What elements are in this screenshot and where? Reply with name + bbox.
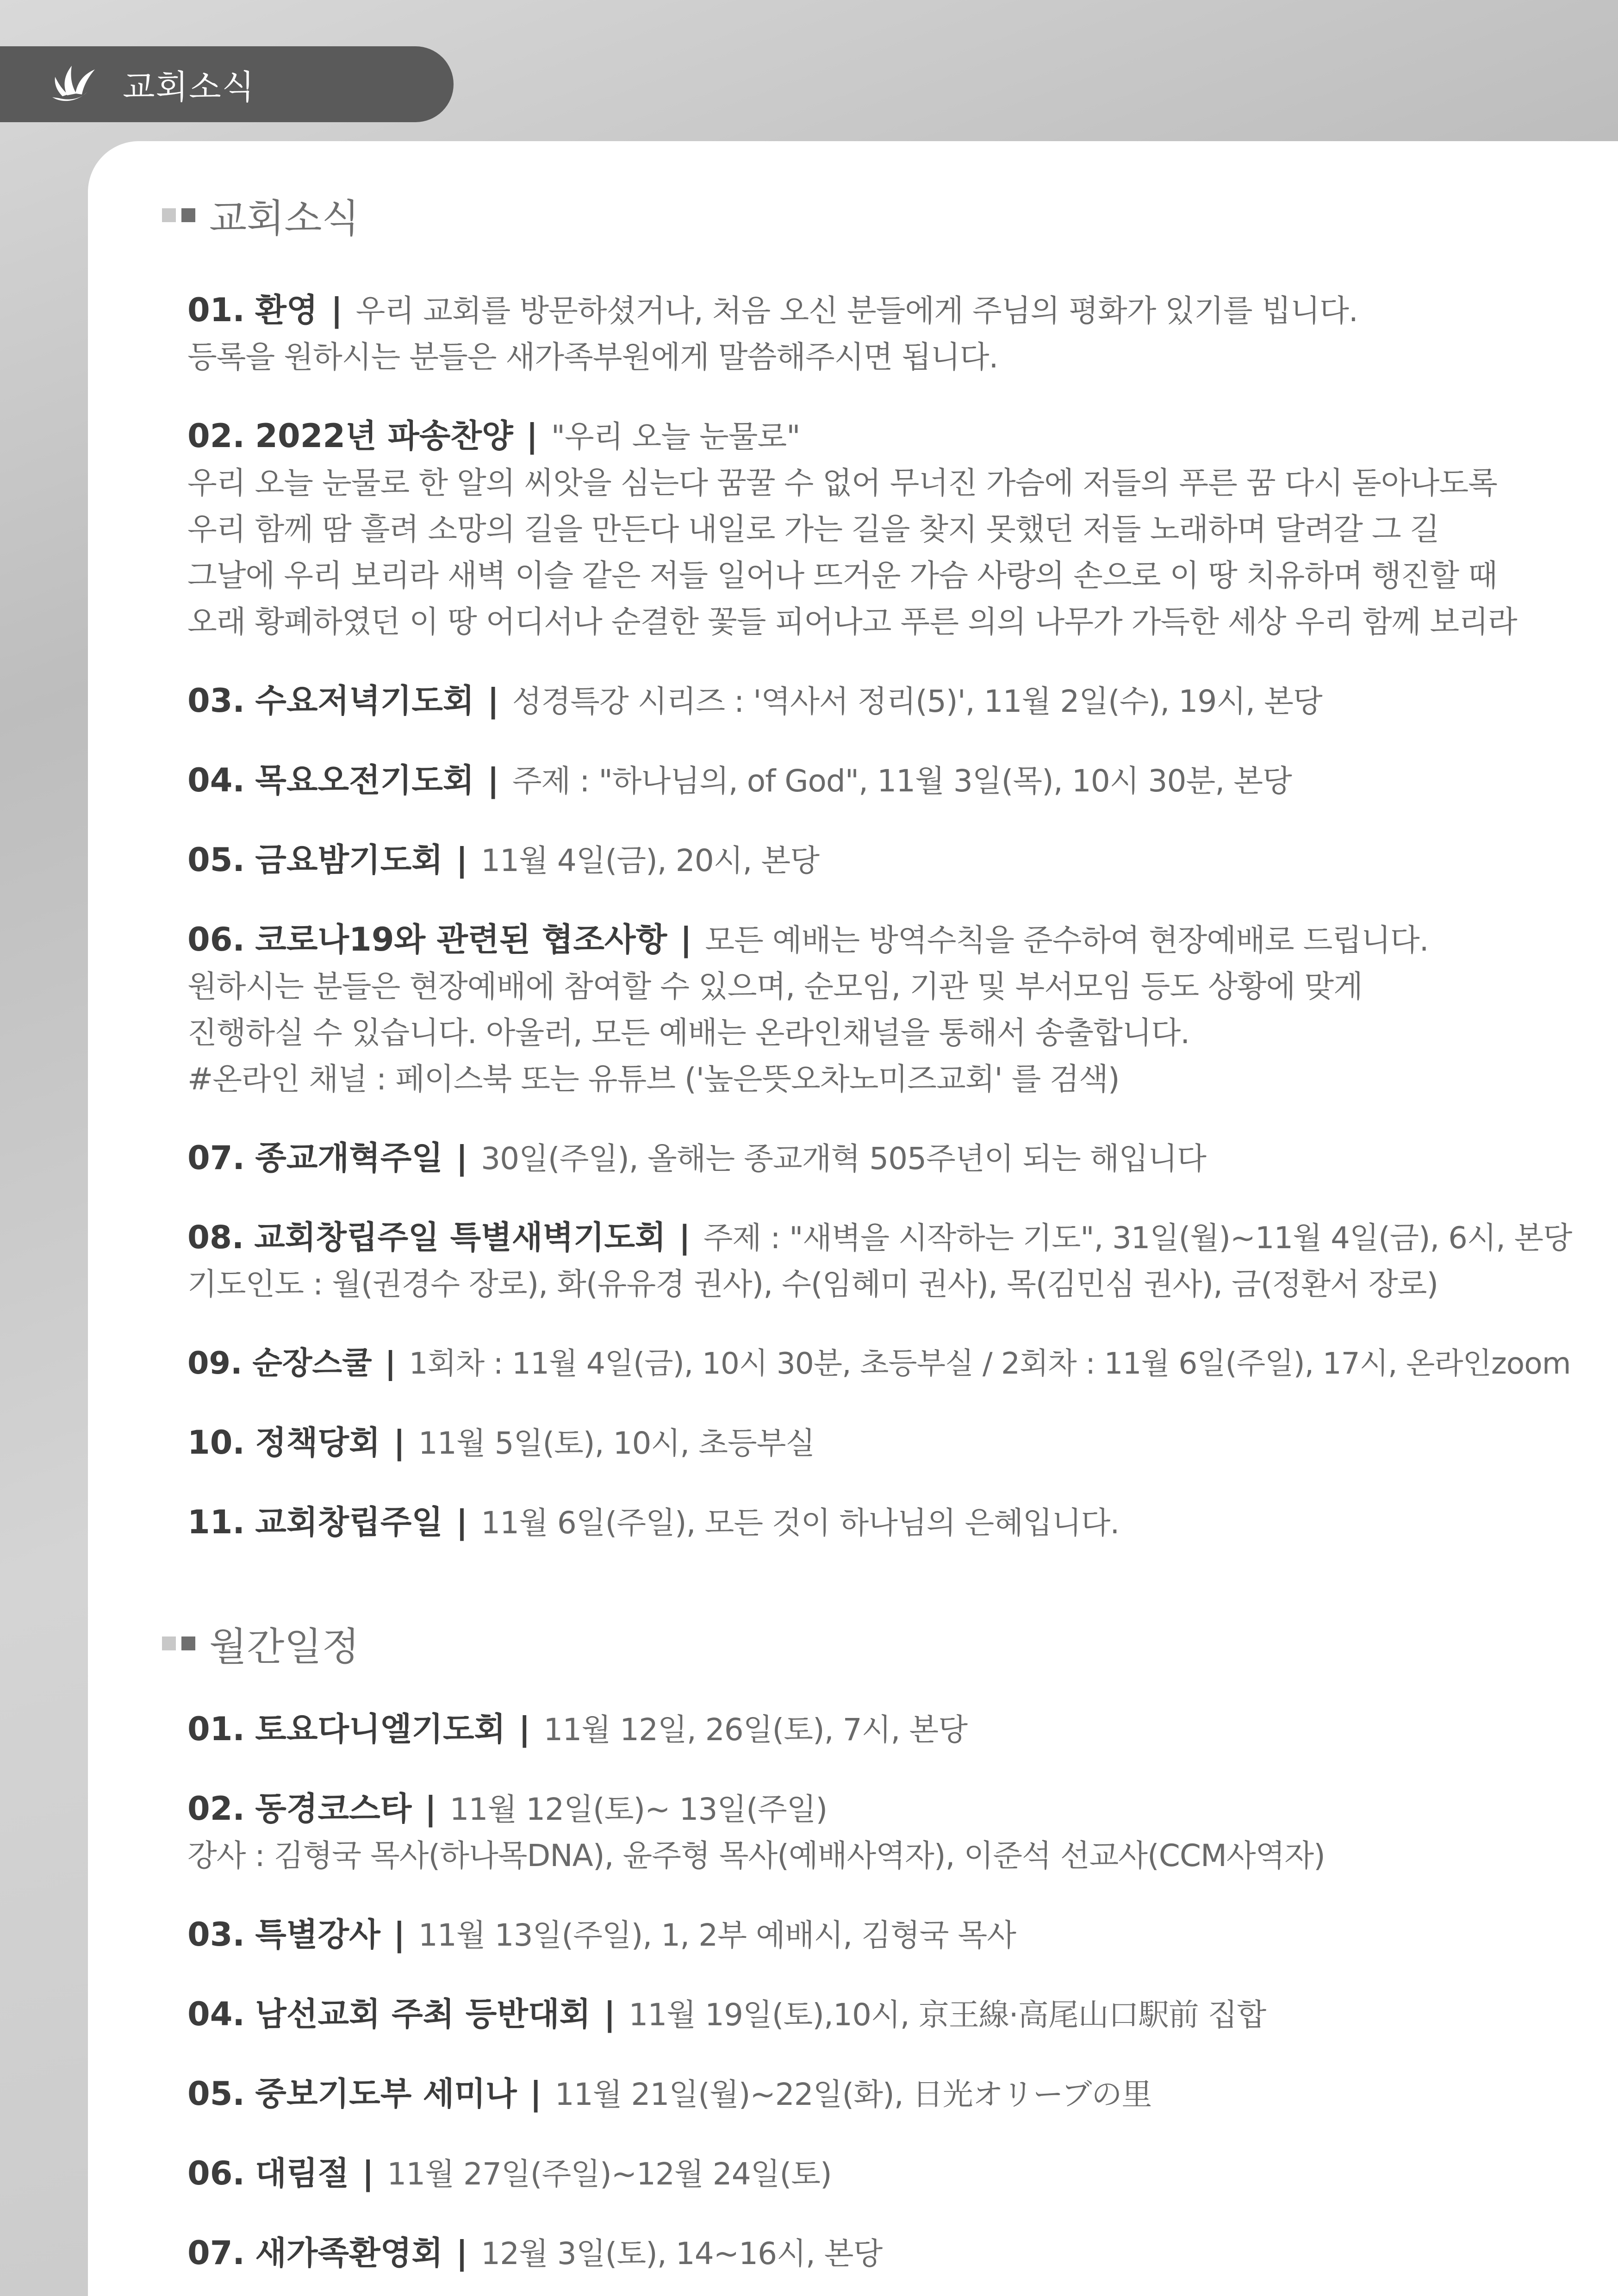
item-description: 성경특강 시리즈 : '역사서 정리(5)', 11월 2일(수), 19시, 본당 — [512, 684, 1322, 719]
item-description: 30일(주일), 올해는 종교개혁 505주년이 되는 해입니다 — [481, 1141, 1206, 1176]
list-item — [187, 1786, 1574, 1879]
item-head — [187, 2230, 1574, 2277]
item-detail-line: 우리 오늘 눈물로 한 알의 씨앗을 심는다 꿈꿀 수 없어 무너진 가슴에 저들의 푸른 꿈 다시 돋아나도록 — [187, 465, 1497, 501]
item-title: 교회창립주일 특별새벽기도회 — [254, 1219, 666, 1256]
list-item — [187, 1135, 1574, 1182]
item-title: 특별강사 — [255, 1916, 380, 1954]
item-detail-line: 등록을 원하시는 분들은 새가족부원에게 말씀해주시면 됩니다. — [187, 339, 998, 375]
section-heading-text: 교회소식 — [209, 195, 360, 241]
item-title: 2022년 파송찬양 — [255, 417, 513, 455]
item-title: 토요다니엘기도회 — [255, 1710, 506, 1748]
list-item — [187, 2071, 1574, 2118]
item-separator: | — [393, 1916, 405, 1954]
item-number: 04. — [187, 761, 245, 799]
item-detail-line: 우리 함께 땀 흘려 소망의 길을 만든다 내일로 가는 길을 찾지 못했던 저들 노래하며 달려갈 그 길 — [187, 511, 1439, 547]
item-head — [187, 287, 1574, 334]
content — [162, 187, 1574, 2277]
item-separator: | — [362, 2154, 374, 2192]
item-number: 07. — [187, 2234, 245, 2272]
list-item — [187, 1911, 1574, 1959]
list-item — [187, 1991, 1574, 2038]
list-item — [187, 2150, 1574, 2197]
item-description: "우리 오늘 눈물로" — [551, 419, 800, 454]
item-separator: | — [529, 2075, 542, 2113]
list-item — [187, 1419, 1574, 1467]
item-separator: | — [487, 682, 499, 720]
item-separator: | — [456, 841, 468, 879]
list-item — [187, 1214, 1574, 1307]
item-separator: | — [385, 1345, 396, 1381]
list-item — [187, 678, 1574, 725]
item-description: 주제 : "하나님의, of God", 11월 3일(목), 10시 30분, 본당 — [512, 763, 1292, 799]
item-description: 11월 13일(주일), 1, 2부 예배시, 김형국 목사 — [418, 1917, 1016, 1953]
item-number: 11. — [187, 1503, 245, 1541]
item-description: 11월 5일(토), 10시, 초등부실 — [418, 1425, 815, 1461]
section-church-news — [162, 187, 1574, 1546]
bullet-square-light-icon — [162, 1636, 176, 1650]
item-detail-line: 진행하실 수 있습니다. 아울러, 모든 예배는 온라인채널을 통해서 송출합니다. — [187, 1015, 1190, 1051]
list-item — [187, 1499, 1574, 1546]
item-number: 01. — [187, 1710, 245, 1748]
item-title: 환영 — [255, 291, 318, 329]
item-description: 11월 27일(주일)~12월 24일(토) — [387, 2156, 832, 2192]
item-list — [187, 287, 1574, 1546]
item-separator: | — [456, 1503, 468, 1541]
item-title: 동경코스타 — [255, 1790, 412, 1828]
item-detail-line: 강사 : 김형국 목사(하나목DNA), 윤주형 목사(예배사역자), 이준석 선교사(CCM사역자) — [187, 1838, 1325, 1873]
item-title: 금요밤기도회 — [255, 841, 443, 879]
item-separator: | — [456, 1139, 468, 1177]
item-separator: | — [424, 1790, 437, 1828]
item-description: 11월 12일, 26일(토), 7시, 본당 — [543, 1712, 967, 1748]
item-number: 03. — [187, 682, 245, 720]
item-head — [187, 2071, 1574, 2118]
item-number: 05. — [187, 841, 245, 879]
item-head — [187, 2150, 1574, 2197]
item-number: 06. — [187, 921, 245, 958]
item-description: 주제 : "새벽을 시작하는 기도", 31일(월)~11월 4일(금), 6시, 본당 — [703, 1220, 1572, 1256]
item-number: 08. — [187, 1219, 244, 1256]
section-heading-text: 월간일정 — [209, 1624, 360, 1669]
list-item — [187, 1706, 1574, 1753]
item-number: 07. — [187, 1139, 245, 1177]
item-separator: | — [604, 1995, 616, 2033]
item-detail-line: 원하시는 분들은 현장예배에 참여할 수 있으며, 순모임, 기관 및 부서모임 등도 상황에 맞게 — [187, 969, 1363, 1004]
item-description: 12월 3일(토), 14~16시, 본당 — [481, 2236, 883, 2271]
item-detail-line: #온라인 채널 : 페이스북 또는 유튜브 ('높은뜻오차노미즈교회' 를 검색) — [187, 1061, 1120, 1097]
item-number: 06. — [187, 2154, 245, 2192]
item-description: 11월 4일(금), 20시, 본당 — [481, 843, 820, 878]
item-number: 04. — [187, 1995, 245, 2033]
item-title: 정책당회 — [255, 1424, 380, 1462]
section-heading — [162, 187, 1574, 243]
item-detail-line: 기도인도 : 월(권경수 장로), 화(유유경 권사), 수(임혜미 권사), 목(김민심 권사), 금(정환서 장로) — [187, 1266, 1438, 1302]
item-title: 새가족환영회 — [255, 2234, 443, 2272]
item-separator: | — [526, 417, 538, 455]
item-title: 코로나19와 관련된 협조사항 — [255, 921, 667, 958]
item-head — [187, 837, 1574, 884]
list-item — [187, 2230, 1574, 2277]
item-separator: | — [518, 1710, 531, 1748]
item-head — [187, 757, 1574, 804]
item-head — [187, 1991, 1574, 2038]
list-item — [187, 413, 1574, 645]
item-head — [187, 1786, 1574, 1833]
item-number: 02. — [187, 1790, 245, 1828]
item-title: 교회창립주일 — [255, 1503, 443, 1541]
item-head — [187, 916, 1574, 964]
item-number: 03. — [187, 1916, 245, 1954]
item-head — [187, 1135, 1574, 1182]
item-head — [187, 1214, 1574, 1261]
item-separator: | — [678, 1219, 691, 1256]
item-title: 대림절 — [255, 2154, 349, 2192]
header-title: 교회소식 — [123, 68, 255, 106]
item-title: 중보기도부 세미나 — [255, 2075, 517, 2113]
item-head — [187, 678, 1574, 725]
item-head — [187, 1911, 1574, 1959]
item-detail-line: 그날에 우리 보리라 새벽 이슬 같은 저들 일어나 뜨거운 가슴 사랑의 손으로 이 땅 치유하며 행진할 때 — [187, 558, 1497, 593]
item-head — [187, 1340, 1574, 1387]
item-separator: | — [393, 1424, 405, 1462]
item-title: 남선교회 주최 등반대회 — [255, 1995, 591, 2033]
item-number: 02. — [187, 417, 245, 455]
item-separator: | — [330, 291, 343, 329]
bullet-square-dark-icon — [181, 1636, 195, 1650]
item-title: 수요저녁기도회 — [255, 682, 474, 720]
leaf-icon — [49, 61, 100, 107]
section-heading — [162, 1616, 1574, 1671]
item-number: 09. — [187, 1345, 243, 1381]
header-tab — [0, 46, 454, 122]
item-number: 10. — [187, 1424, 245, 1462]
item-title: 순장스쿨 — [252, 1345, 372, 1381]
item-description: 11월 21일(월)~22일(화), 日光オリーブの里 — [554, 2077, 1152, 2112]
item-description: 11월 6일(주일), 모든 것이 하나님의 은혜입니다. — [481, 1505, 1120, 1541]
content-panel — [88, 141, 1618, 2296]
item-description: 모든 예배는 방역수칙을 준수하여 현장예배로 드립니다. — [705, 922, 1429, 958]
item-description: 1회차 : 11월 4일(금), 10시 30분, 초등부실 / 2회차 : 11월 6일(주일), 17시, 온라인zoom — [409, 1346, 1571, 1381]
list-item — [187, 757, 1574, 804]
list-item — [187, 1340, 1574, 1387]
item-head — [187, 1419, 1574, 1467]
item-description: 11월 19일(토),10시, 京王線·高尾山口駅前 집합 — [629, 1997, 1266, 2033]
item-title: 목요오전기도회 — [255, 761, 474, 799]
section-monthly-schedule — [162, 1616, 1574, 2277]
item-detail-line: 오래 황폐하였던 이 땅 어디서나 순결한 꽃들 피어나고 푸른 의의 나무가 가득한 세상 우리 함께 보리라 — [187, 604, 1517, 640]
item-list — [187, 1706, 1574, 2277]
item-title: 종교개혁주일 — [255, 1139, 443, 1177]
item-separator: | — [680, 921, 692, 958]
list-item — [187, 837, 1574, 884]
bullet-square-dark-icon — [181, 208, 195, 222]
item-separator: | — [456, 2234, 468, 2272]
list-item — [187, 287, 1574, 380]
item-number: 01. — [187, 291, 245, 329]
bullet-square-light-icon — [162, 208, 176, 222]
item-separator: | — [487, 761, 499, 799]
item-head — [187, 1706, 1574, 1753]
item-description: 11월 12일(토)~ 13일(주일) — [449, 1792, 828, 1827]
item-head — [187, 1499, 1574, 1546]
item-head — [187, 413, 1574, 460]
item-description: 우리 교회를 방문하셨거나, 처음 오신 분들에게 주님의 평화가 있기를 빕니다. — [355, 293, 1358, 329]
item-number: 05. — [187, 2075, 245, 2113]
list-item — [187, 916, 1574, 1102]
